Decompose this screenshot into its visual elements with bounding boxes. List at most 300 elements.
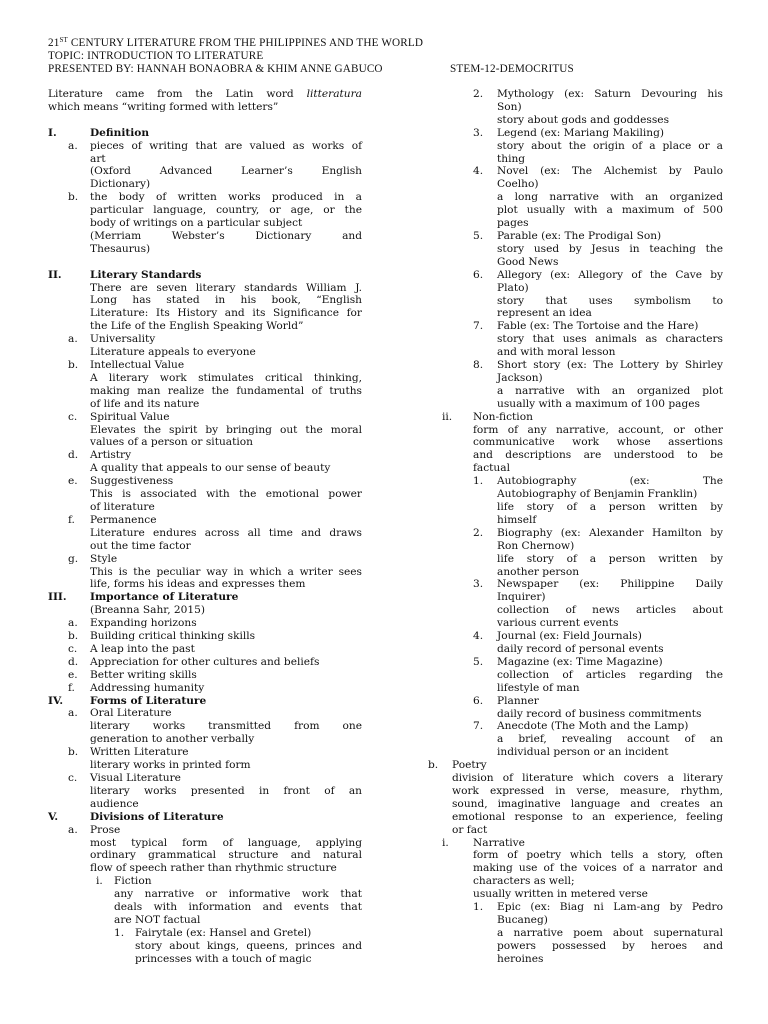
- line-text: Bucaneg): [497, 914, 548, 926]
- line-text: making man realize the fundamental of truths: [90, 384, 362, 397]
- list-marker: 4.: [473, 165, 484, 178]
- text-line: [425, 746, 723, 759]
- list-marker: e.: [68, 668, 78, 681]
- text-line: [425, 101, 723, 114]
- outline-item: [425, 656, 723, 669]
- list-marker: 1.: [114, 926, 125, 939]
- section-label: STEM-12-DEMOCRITUS: [450, 63, 574, 75]
- list-marker: 1.: [473, 901, 484, 914]
- list-marker: V.: [48, 810, 59, 823]
- text-line: [425, 617, 723, 630]
- line-text: Mythology (ex: Saturn Devouring his: [497, 88, 723, 100]
- text-line: [48, 527, 362, 540]
- outline-item: [48, 617, 362, 630]
- outline-item: [48, 824, 362, 837]
- line-text: story used by Jesus in teaching the: [497, 242, 723, 255]
- line-text: Better writing skills: [90, 668, 197, 681]
- text-line: [48, 230, 362, 243]
- line-text: generation to another verbally: [90, 733, 255, 746]
- line-text: Coelho): [497, 178, 539, 191]
- line-text: emotional response to an experience, feeling: [452, 810, 723, 823]
- text-line: [48, 307, 362, 320]
- line-text: Jackson): [497, 371, 543, 384]
- line-text: usually written in metered verse: [473, 888, 648, 901]
- line-text: pages: [497, 217, 529, 230]
- left-column: [48, 88, 362, 966]
- text-line: [48, 372, 362, 385]
- line-text: Importance of Literature: [90, 591, 239, 604]
- text-line: [48, 604, 362, 617]
- outline-item: [48, 514, 362, 527]
- text-line: [425, 256, 723, 269]
- list-marker: I.: [48, 126, 57, 139]
- text-line: [48, 462, 362, 475]
- text-line: [425, 217, 723, 230]
- outline-item: [425, 837, 723, 850]
- outline-item: [48, 669, 362, 682]
- text-line: [48, 940, 362, 953]
- outline-item: [48, 772, 362, 785]
- line-text: or fact: [452, 823, 488, 836]
- list-marker: d.: [68, 449, 79, 462]
- text-line: [425, 566, 723, 579]
- text-line: [425, 424, 723, 437]
- line-text: (Breanna Sahr, 2015): [90, 604, 206, 617]
- line-text: Fairytale (ex: Hansel and Gretel): [135, 926, 312, 939]
- text-line: [48, 901, 362, 914]
- line-text: Magazine (ex: Time Magazine): [497, 655, 663, 668]
- line-text: literary works in printed form: [90, 759, 251, 772]
- line-text: heroines: [497, 952, 544, 965]
- line-text: Autobiography of Benjamin Franklin): [497, 488, 698, 501]
- list-marker: 4.: [473, 630, 484, 643]
- line-text: collection of news articles about: [497, 604, 723, 617]
- outline-item: [425, 359, 723, 372]
- line-text: Legend (ex: Mariang Makiling): [497, 126, 665, 139]
- list-marker: ii.: [442, 410, 453, 423]
- line-text: usually with a maximum of 100 pages: [497, 397, 700, 410]
- outline-item: [425, 320, 723, 333]
- line-text: Literature endures across all time and draws: [90, 526, 362, 539]
- outline-item: [48, 411, 362, 424]
- presenters: PRESENTED BY: HANNAH BONAOBRA & KHIM ANNE GABUCO: [48, 63, 383, 75]
- line-text: life story of a person written by: [497, 501, 723, 513]
- outline-item: [425, 759, 723, 772]
- line-text: Newspaper (ex: Philippine Daily: [497, 578, 723, 591]
- text-line: [425, 927, 723, 940]
- line-text: a narrative with an organized plot: [497, 384, 723, 397]
- outline-item: [425, 901, 723, 914]
- text-line: [425, 798, 723, 811]
- text-line: [425, 204, 723, 217]
- outline-item: [48, 269, 362, 282]
- line-text: Literature appeals to everyone: [90, 346, 256, 359]
- line-text: thing: [497, 152, 526, 165]
- text-line: [48, 798, 362, 811]
- line-text: There are seven literary standards William J.: [90, 281, 362, 294]
- text-line: [48, 849, 362, 862]
- line-text: Ron Chernow): [497, 539, 575, 552]
- outline-item: [425, 165, 723, 178]
- line-text: body of writings on a particular subject: [90, 217, 303, 230]
- line-text: Written Literature: [90, 746, 189, 759]
- list-marker: c.: [68, 772, 78, 784]
- text-line: [48, 88, 362, 101]
- line-text: Appreciation for other cultures and beliefs: [90, 655, 320, 668]
- line-text: division of literature which covers a literary: [452, 772, 723, 785]
- text-line: [425, 862, 723, 875]
- text-line: [425, 398, 723, 411]
- text-line: [48, 217, 362, 230]
- line-text: [48, 88, 362, 100]
- text-line: [425, 191, 723, 204]
- text-line: [425, 940, 723, 953]
- line-text: (Merriam Webster’s Dictionary and: [90, 229, 362, 242]
- line-text: Intellectual Value: [90, 359, 185, 371]
- line-text: Suggestiveness: [90, 475, 174, 488]
- line-text: A quality that appeals to our sense of beauty: [90, 462, 331, 475]
- outline-item: [48, 695, 362, 708]
- text-line: [425, 436, 723, 449]
- presenters-line: [48, 63, 728, 76]
- outline-item: [425, 578, 723, 591]
- text-line: [48, 566, 362, 579]
- text-line: [425, 462, 723, 475]
- line-text: Forms of Literature: [90, 694, 207, 707]
- outline-item: [48, 811, 362, 824]
- line-text: another person: [497, 565, 580, 578]
- list-marker: b.: [428, 759, 439, 772]
- line-text: story that uses symbolism to: [497, 294, 723, 307]
- list-marker: 3.: [473, 578, 484, 591]
- line-text: Good News: [497, 255, 559, 268]
- text-line: [425, 682, 723, 695]
- text-line: [425, 307, 723, 320]
- line-text: Addressing humanity: [90, 681, 205, 694]
- text-line: [48, 759, 362, 772]
- line-text: art: [90, 152, 106, 165]
- italic-term: litteratura: [306, 88, 362, 100]
- line-text: himself: [497, 513, 537, 526]
- text-line: [425, 449, 723, 462]
- text-line: [48, 243, 362, 256]
- line-text: Divisions of Literature: [90, 810, 224, 823]
- outline-item: [48, 591, 362, 604]
- line-text: life, forms his ideas and expresses them: [90, 578, 306, 591]
- text-line: [425, 501, 723, 514]
- text-line: [425, 708, 723, 721]
- text-line: [425, 540, 723, 553]
- outline-item: [48, 746, 362, 759]
- outline-item: [425, 127, 723, 140]
- text-line: [425, 346, 723, 359]
- line-text: Visual Literature: [90, 772, 181, 784]
- line-text: Fiction: [114, 875, 152, 888]
- line-text: Allegory (ex: Allegory of the Cave by: [497, 268, 723, 281]
- list-marker: c.: [68, 642, 78, 655]
- list-marker: c.: [68, 410, 78, 423]
- text-line: [425, 811, 723, 824]
- line-text: story about gods and goddesses: [497, 113, 670, 126]
- line-text: Journal (ex: Field Journals): [497, 630, 642, 643]
- text-line: [48, 785, 362, 798]
- outline-item: [48, 656, 362, 669]
- line-text: plot usually with a maximum of 500: [497, 204, 723, 217]
- list-marker: IV.: [48, 694, 64, 707]
- line-text: work expressed in verse, measure, rhythm,: [452, 784, 723, 797]
- text-line: [425, 488, 723, 501]
- outline-item: [48, 359, 362, 372]
- text-line: [425, 772, 723, 785]
- text-line: [425, 591, 723, 604]
- document-title: 21ST CENTURY LITERATURE FROM THE PHILIPPINES AND THE WORLD: [48, 36, 424, 49]
- line-text: the Life of the English Speaking World”: [90, 320, 304, 333]
- blank-line: [48, 256, 362, 269]
- line-text: Elevates the spirit by bringing out the moral: [90, 423, 362, 436]
- outline-item: [48, 875, 362, 888]
- line-text: factual: [473, 462, 510, 475]
- line-text: Spiritual Value: [90, 410, 170, 423]
- line-text: Literature: Its History and its Significance for: [90, 307, 362, 320]
- line-text: a narrative poem about supernatural: [497, 926, 723, 939]
- list-marker: a.: [68, 707, 78, 720]
- line-text: ordinary grammatical structure and natural: [90, 849, 362, 862]
- outline-item: [425, 475, 723, 488]
- line-text: story about kings, queens, princes and: [135, 939, 362, 952]
- line-text: Son): [497, 100, 522, 113]
- list-marker: b.: [68, 191, 79, 204]
- list-marker: 6.: [473, 268, 484, 281]
- text-line: [48, 914, 362, 927]
- list-marker: b.: [68, 359, 79, 371]
- list-marker: 2.: [473, 526, 484, 539]
- line-text: deals with information and events that: [114, 901, 362, 914]
- line-text: Novel (ex: The Alchemist by Paulo: [497, 165, 723, 178]
- outline-item: [48, 707, 362, 720]
- list-marker: 7.: [473, 720, 484, 733]
- line-text: Fable (ex: The Tortoise and the Hare): [497, 320, 699, 333]
- outline-item: [48, 191, 362, 204]
- line-text: represent an idea: [497, 307, 592, 320]
- outline-item: [425, 695, 723, 708]
- text-line: [425, 114, 723, 127]
- text-line: [48, 204, 362, 217]
- list-marker: b.: [68, 630, 79, 643]
- line-text: making use of the voices of a narrator and: [473, 862, 723, 875]
- text-line: [425, 372, 723, 385]
- text-line: [48, 888, 362, 901]
- line-text: various current events: [497, 617, 619, 630]
- list-marker: f.: [68, 681, 75, 694]
- line-text: daily record of personal events: [497, 642, 664, 655]
- line-text: any narrative or informative work that: [114, 888, 362, 901]
- text-line: [48, 178, 362, 191]
- text-line: [425, 669, 723, 682]
- line-text: Poetry: [452, 759, 487, 772]
- outline-item: [48, 449, 362, 462]
- text-line: [425, 282, 723, 295]
- line-text: Thesaurus): [90, 242, 151, 255]
- line-text: sound, imaginative language and creates an: [452, 797, 723, 810]
- line-text: flow of speech rather than rhythmic structure: [90, 862, 337, 875]
- line-text: and descriptions are understood to be: [473, 449, 723, 462]
- list-marker: 6.: [473, 694, 484, 707]
- text-line: [48, 862, 362, 875]
- document-topic: TOPIC: INTRODUCTION TO LITERATURE: [48, 50, 264, 62]
- outline-item: [425, 411, 723, 424]
- line-text: Prose: [90, 823, 121, 836]
- line-text: of literature: [90, 500, 155, 513]
- outline-item: [48, 682, 362, 695]
- text-segment: Literature came from the Latin word: [48, 88, 307, 100]
- text-line: [425, 514, 723, 527]
- text-line: [48, 837, 362, 850]
- line-text: most typical form of language, applying: [90, 836, 362, 849]
- list-marker: 3.: [473, 126, 484, 139]
- list-marker: d.: [68, 655, 79, 668]
- text-line: [48, 294, 362, 307]
- outline-item: [425, 230, 723, 243]
- line-text: values of a person or situation: [90, 436, 253, 449]
- line-text: Biography (ex: Alexander Hamilton by: [497, 526, 723, 539]
- outline-item: [425, 269, 723, 282]
- outline-item: [48, 927, 362, 940]
- list-marker: 8.: [473, 359, 484, 372]
- list-marker: a.: [68, 617, 78, 630]
- outline-item: [425, 720, 723, 733]
- list-marker: f.: [68, 513, 75, 526]
- list-marker: 5.: [473, 229, 484, 242]
- text-line: [425, 140, 723, 153]
- line-text: characters as well;: [473, 875, 575, 888]
- text-line: [425, 178, 723, 191]
- line-text: are NOT factual: [114, 913, 201, 926]
- line-text: form of poetry which tells a story, often: [473, 849, 723, 862]
- list-marker: g.: [68, 552, 79, 565]
- text-line: [425, 295, 723, 308]
- list-marker: 1.: [473, 475, 484, 488]
- line-text: princesses with a touch of magic: [135, 952, 312, 965]
- text-line: [48, 282, 362, 295]
- text-line: [425, 733, 723, 746]
- outline-item: [48, 127, 362, 140]
- line-text: Plato): [497, 281, 529, 294]
- line-text: Epic (ex: Biag ni Lam-ang by Pedro: [497, 901, 723, 914]
- line-text: Expanding horizons: [90, 617, 197, 630]
- line-text: powers possessed by heroes and: [497, 939, 723, 952]
- line-text: a brief, revealing account of an: [497, 733, 723, 746]
- text-line: [48, 385, 362, 398]
- line-text: This is the peculiar way in which a writer sees: [90, 565, 362, 578]
- list-marker: 7.: [473, 320, 484, 333]
- line-text: story about the origin of a place or a: [497, 139, 723, 152]
- line-text: communicative work whose assertions: [473, 436, 723, 449]
- text-line: [48, 346, 362, 359]
- text-line: [48, 320, 362, 333]
- line-text: Oral Literature: [90, 707, 172, 720]
- line-text: pieces of writing that are valued as works of: [90, 139, 362, 152]
- text-line: [48, 424, 362, 437]
- line-text: Universality: [90, 333, 156, 346]
- text-line: [48, 398, 362, 411]
- line-text: Planner: [497, 694, 539, 707]
- line-text: a long narrative with an organized: [497, 191, 723, 204]
- line-text: which means “writing formed with letters”: [48, 100, 279, 113]
- list-marker: b.: [68, 746, 79, 759]
- text-line: [425, 553, 723, 566]
- line-text: Permanence: [90, 513, 157, 526]
- list-marker: e.: [68, 475, 78, 488]
- line-text: Inquirer): [497, 591, 546, 604]
- outline-item: [48, 475, 362, 488]
- text-line: [48, 488, 362, 501]
- text-line: [425, 849, 723, 862]
- text-line: [425, 953, 723, 966]
- line-text: collection of articles regarding the: [497, 668, 723, 681]
- text-line: [48, 733, 362, 746]
- line-text: out the time factor: [90, 539, 191, 552]
- text-line: [48, 540, 362, 553]
- list-marker: a.: [68, 139, 78, 152]
- list-marker: 5.: [473, 655, 484, 668]
- text-line: [425, 385, 723, 398]
- line-text: of life and its nature: [90, 397, 200, 410]
- text-line: [425, 824, 723, 837]
- text-line: [425, 914, 723, 927]
- line-text: Style: [90, 552, 118, 565]
- line-text: form of any narrative, account, or other: [473, 423, 723, 436]
- line-text: Artistry: [90, 449, 132, 462]
- list-marker: i.: [442, 836, 449, 849]
- list-marker: i.: [96, 875, 103, 888]
- line-text: the body of written works produced in a: [90, 191, 362, 204]
- text-line: [425, 643, 723, 656]
- line-text: life story of a person written by: [497, 552, 723, 565]
- line-text: Anecdote (The Moth and the Lamp): [497, 720, 689, 733]
- line-text: audience: [90, 797, 139, 810]
- line-text: Definition: [90, 126, 150, 139]
- text-line: [48, 153, 362, 166]
- line-text: and with moral lesson: [497, 346, 616, 359]
- text-line: [425, 333, 723, 346]
- text-line: [48, 720, 362, 733]
- list-marker: 2.: [473, 88, 484, 100]
- text-line: [425, 875, 723, 888]
- list-marker: a.: [68, 823, 78, 836]
- document-header: [48, 37, 728, 76]
- outline-item: [425, 88, 723, 101]
- outline-item: [425, 527, 723, 540]
- line-text: literary works transmitted from one: [90, 720, 362, 733]
- line-text: Short story (ex: The Lottery by Shirley: [497, 359, 723, 372]
- text-line: [425, 153, 723, 166]
- text-line: [48, 101, 362, 114]
- line-text: story that uses animals as characters: [497, 333, 723, 346]
- text-line: [425, 888, 723, 901]
- text-line: [48, 436, 362, 449]
- outline-item: [48, 630, 362, 643]
- line-text: individual person or an incident: [497, 746, 669, 759]
- blank-line: [48, 114, 362, 127]
- line-text: (Oxford Advanced Learner’s English: [90, 165, 362, 178]
- text-line: [425, 243, 723, 256]
- line-text: Non-fiction: [473, 410, 533, 423]
- outline-item: [48, 140, 362, 153]
- line-text: lifestyle of man: [497, 681, 580, 694]
- line-text: Autobiography (ex: The: [497, 475, 723, 488]
- line-text: Dictionary): [90, 178, 151, 191]
- text-line: [425, 785, 723, 798]
